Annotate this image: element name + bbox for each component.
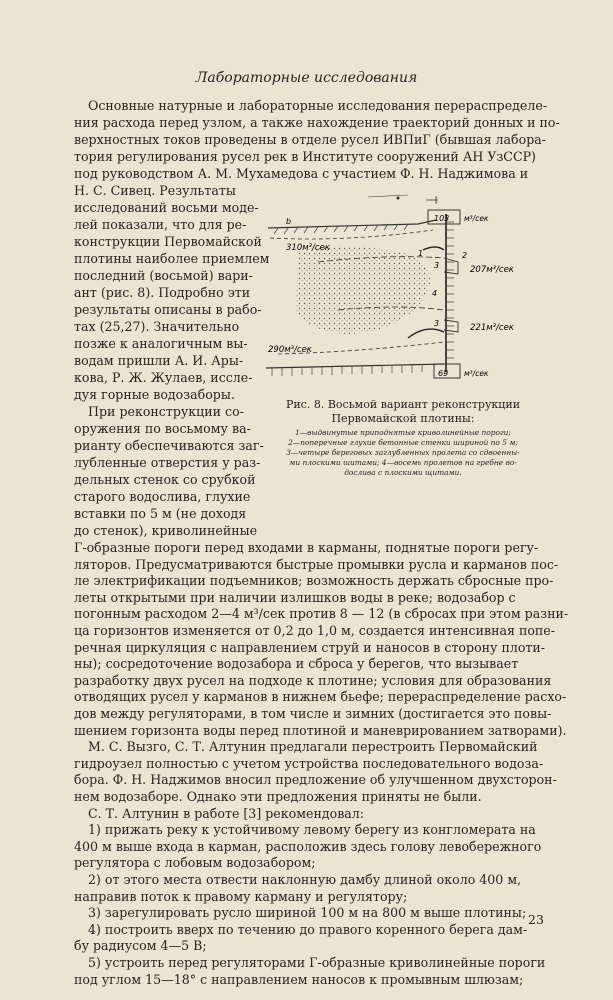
text-line: водам пришли А. И. Ары-: [74, 353, 244, 368]
text-line: ле электрификации подъемников; возможность держать сбросные про-: [74, 573, 554, 589]
text-line: Основные натурные и лабораторные исследования перераспределе-: [88, 98, 548, 113]
label-bottom-value: 69: [438, 369, 449, 378]
text-line: направив поток к правому карману и регулятору;: [74, 888, 408, 904]
legend-line: 2—поперечные глухие бетонные стенки шириной по 5 м;: [288, 438, 518, 447]
text-line: гидроузел полностью с учетом устройства последовательного водоза-: [74, 755, 544, 771]
text-line: верхностных токов проведены в отделе русел ИВПиГ (бывшая лабора-: [74, 132, 547, 147]
text-line: до стенок), криволинейные: [74, 523, 258, 538]
text-line: плотины наиболее приемлем: [74, 251, 270, 266]
text-line: последний (восьмой) вари-: [74, 268, 253, 283]
text-line: При реконструкции со-: [88, 404, 244, 419]
text-line: ца горизонтов изменяется от 0,2 до 1,0 м, создается интенсивная попе-: [74, 623, 556, 638]
legend-line: дослива с плоскими щитами.: [344, 468, 462, 477]
label-left-lower-flow: 290м³/сек: [268, 345, 312, 355]
text-line: дуя горные водозаборы.: [74, 387, 235, 402]
text-line: кова, Р. Ж. Жулаев, иссле-: [74, 370, 253, 385]
label-right-mid-flow-1: 207м³/сек: [470, 265, 514, 275]
label-n2: 2: [462, 251, 468, 260]
text-line: регулятора с лобовым водозабором;: [74, 855, 316, 871]
text-line: разработку двух русел на подходе к плотине; условия для образования: [74, 672, 552, 688]
text-line: шением горизонта воды перед плотиной и маневрированием затворами).: [74, 722, 567, 738]
text-line: ния расхода перед узлом, а также нахождение траекторий донных и по-: [74, 115, 560, 130]
text-line: погонным расходом 2—4 м³/сек против 8 — 12 (в сбросах при этом разни-: [74, 606, 569, 622]
text-line: результаты описаны в рабо-: [74, 302, 262, 317]
text-line: лубленные отверстия у раз-: [74, 455, 261, 470]
text-line: 4) построить вверх по течению до правого коренного берега дам-: [88, 921, 528, 937]
text-line: оружения по восьмому ва-: [74, 421, 251, 436]
text-line: Г-образные пороги перед входами в карманы, поднятые пороги регу-: [74, 540, 539, 555]
text-line: дов между регуляторами, в том числе и зимних (достигается это повы-: [74, 706, 552, 721]
upper-bank-line: [268, 220, 436, 228]
text-line: нем водозаборе. Однако эти предложения приняты не были.: [74, 789, 482, 804]
section-heading: Лабораторные исследования: [195, 70, 418, 86]
label-right-mid-flow-2: 221м³/сек: [470, 323, 514, 333]
streamline-upper: [270, 230, 433, 239]
text-line: леты открытыми при наличии излишков воды в реке; водозабор с: [74, 589, 516, 605]
text-line: исследований восьми моде-: [74, 200, 259, 215]
figure-caption: Рис. 8. Восьмой вариант реконструкции Первомайской плотины:: [285, 398, 521, 425]
text-line: лей показали, что для ре-: [74, 217, 247, 232]
text-line: 1) прижать реку к устойчивому левому берегу из конгломерата на: [88, 822, 536, 838]
text-line: под руководством А. М. Мухамедова с участием Ф. Н. Наджимова и: [74, 166, 529, 181]
legend-line: ми плоскими шитами; 4—восемь пролетов на гребне во-: [289, 458, 517, 467]
text-line: 400 м выше входа в карман, расположив здесь голову левобережного: [74, 838, 542, 854]
label-n4: 4: [432, 289, 438, 298]
label-n3a: 3: [434, 261, 440, 270]
label-n1: 1: [418, 249, 424, 258]
legend-line: 1—выдвинутые приподнятые криволинейные пороги;: [295, 428, 511, 437]
text-line: С. Т. Алтунин в работе [3] рекомендовал:: [88, 805, 365, 821]
sediment-bar: [296, 246, 430, 334]
dam-ticks: [446, 222, 454, 358]
text-line: Н. С. Сивец. Результаты: [74, 183, 236, 198]
text-line: рианту обеспечиваются заг-: [74, 438, 264, 453]
label-left-upper-flow: 310м³/сек: [286, 243, 330, 253]
text-line: отводящих русел у карманов в нижнем бьефе; перераспределение расхо-: [74, 689, 567, 705]
legend-line: 3—четыре береговых заглубленных пролета со сдвоенны-: [286, 448, 520, 457]
dam-reconstruction-figure: [258, 192, 548, 392]
text-line: 2) от этого места отвести наклонную дамбу длиной около 400 м,: [88, 872, 522, 887]
text-line: речная циркуляция с направлением струй и наносов в сторону плоти-: [74, 639, 546, 655]
text-line: ант (рис. 8). Подробно эти: [74, 285, 251, 300]
upper-sill: [423, 247, 444, 250]
text-line: тах (25,27). Значительно: [74, 319, 240, 334]
text-line: 3) зарегулировать русло шириной 100 м на 800 м выше плотины;: [88, 905, 527, 921]
text-line: ны); сосредоточение водозабора и сброса у берегов, что вызывает: [74, 656, 519, 672]
text-line: бу радиусом 4—5 В;: [74, 938, 207, 954]
text-line: бора. Ф. Н. Наджимов вносил предложение об улучшенном двухсторон-: [74, 772, 557, 788]
text-line: конструкции Первомайской: [74, 234, 262, 249]
text-line: тория регулирования русел рек в Институте сооружений АН УзССР): [74, 149, 536, 164]
lower-sill: [408, 329, 444, 338]
label-b: b: [286, 217, 292, 226]
text-line: вставки по 5 м (не доходя: [74, 506, 247, 521]
label-bottom-unit: м³/сек: [464, 369, 489, 378]
label-n3b: 3: [434, 319, 440, 328]
text-line: старого водослива, глухие: [74, 489, 251, 504]
text-line: под углом 15—18° с направлением наносов к промывным шлюзам;: [74, 971, 524, 987]
text-line: ляторов. Предусматриваются быстрые промывки русла и карманов пос-: [74, 556, 559, 572]
text-line: М. С. Вызго, С. Т. Алтунин предлагали перестроить Первомайский: [88, 739, 538, 755]
lower-bank-line: [266, 364, 444, 368]
label-top-unit: м³/сек: [464, 214, 489, 223]
label-top-value: 103: [434, 214, 450, 223]
page-number: 23: [528, 912, 544, 927]
text-line: позже к аналогичным вы-: [74, 336, 248, 351]
text-line: дельных стенок со срубкой: [74, 472, 256, 487]
text-line: 5) устроить перед регуляторами Г-образные криволинейные пороги: [88, 955, 546, 970]
